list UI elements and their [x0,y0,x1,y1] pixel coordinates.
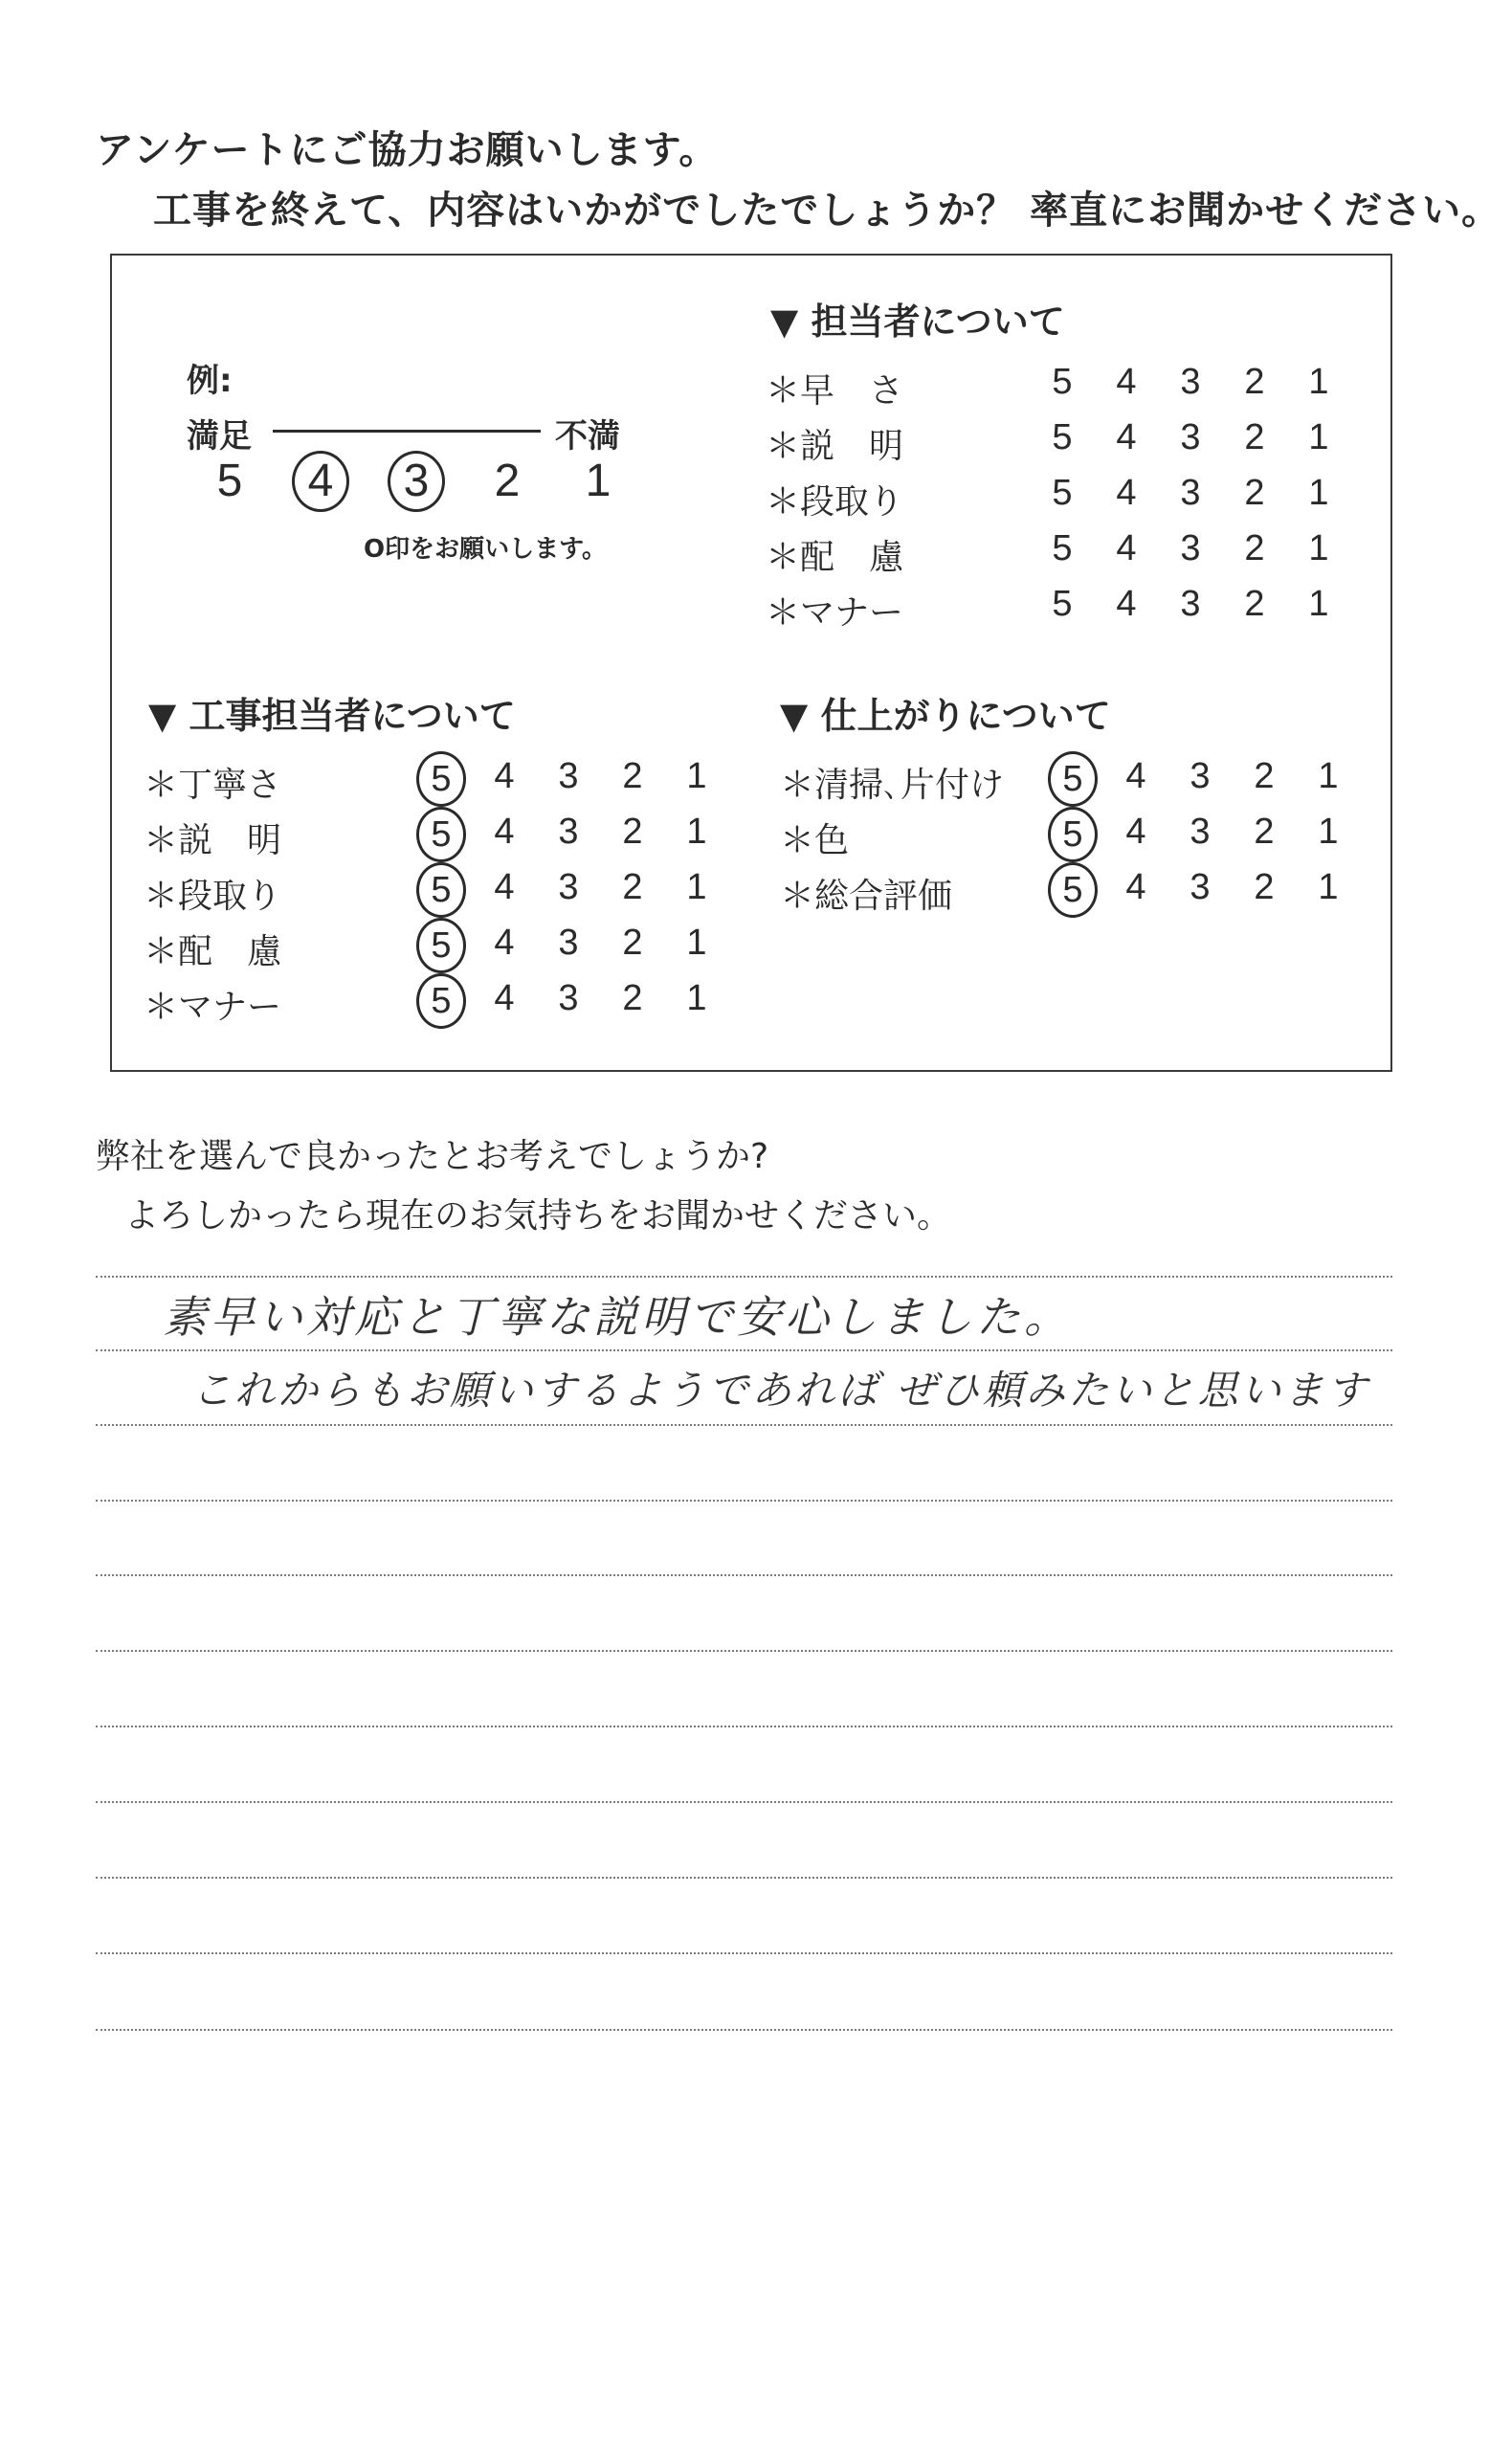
rating-score[interactable]: 1 [686,812,707,852]
rating-score[interactable]: 4 [494,756,515,796]
rating-score[interactable]: 2 [1244,528,1265,568]
rating-score[interactable]: 1 [686,978,707,1018]
rating-score[interactable]: 5 [1052,417,1073,457]
example-scale-number: 1 [585,456,611,506]
rating-score[interactable]: 3 [1180,417,1201,457]
rating-score[interactable]: 2 [1254,867,1275,907]
rating-score[interactable]: 3 [558,812,579,852]
rating-score[interactable]: 4 [1116,528,1137,568]
answer-line [96,1952,1392,1954]
example-left-label: 満足 [187,417,252,456]
rating-score[interactable]: 2 [622,923,643,963]
rating-score-selected[interactable]: 5 [416,807,466,862]
rating-score-selected[interactable]: 5 [416,862,466,918]
rating-score[interactable]: 3 [1190,867,1211,907]
rating-score[interactable]: 5 [1052,473,1073,513]
answer-line [96,1500,1392,1502]
example-scale-number: 3 [388,451,445,512]
answer-line [96,1276,1392,1278]
rating-score[interactable]: 2 [1244,584,1265,624]
open-question-line1: 弊社を選んで良かったとお考えでしょうか? [96,1137,769,1176]
rating-item-label: ＊丁寧さ [144,766,282,805]
rating-score[interactable]: 5 [1052,528,1073,568]
rating-item-label: ＊説 明 [766,427,904,466]
rating-score[interactable]: 4 [1116,362,1137,402]
rating-item-label: ＊早 さ [766,371,904,411]
rating-score[interactable]: 4 [494,812,515,852]
rating-score[interactable]: 4 [1125,812,1146,852]
answer-line [96,2029,1392,2031]
rating-score[interactable]: 1 [686,867,707,907]
rating-score[interactable]: 4 [494,978,515,1018]
answer-line [96,1574,1392,1576]
rating-item-label: ＊段取り [766,482,904,522]
example-scale-number: 4 [292,451,349,512]
rating-score[interactable]: 1 [1318,756,1339,796]
rating-score[interactable]: 4 [1125,867,1146,907]
rating-score[interactable]: 4 [1116,473,1137,513]
rating-score[interactable]: 3 [558,756,579,796]
survey-question-header: 工事を終えて、内容はいかがでしたでしょうか？ 率直にお聞かせください。 [153,189,1501,233]
rating-score-selected[interactable]: 5 [1048,751,1098,807]
rating-score[interactable]: 1 [1318,867,1339,907]
answer-line [96,1650,1392,1652]
rating-item-label: ＊清掃､片付け [780,766,1005,805]
rating-score-selected[interactable]: 5 [416,751,466,807]
example-note: O印をお願いします。 [364,535,608,564]
example-scale-line [273,430,541,433]
example-scale [206,455,611,522]
staff-section-title: ▼ 担当者について [770,301,1065,343]
rating-score[interactable]: 2 [1244,362,1265,402]
rating-score[interactable]: 2 [622,867,643,907]
rating-score[interactable]: 2 [1254,812,1275,852]
rating-score[interactable]: 4 [1116,584,1137,624]
rating-score[interactable]: 4 [1125,756,1146,796]
rating-score[interactable]: 5 [1052,584,1073,624]
rating-item-label: ＊配 慮 [144,932,282,971]
rating-item-label: ＊説 明 [144,821,282,860]
rating-score[interactable]: 1 [686,756,707,796]
rating-item-label: ＊マナー [144,988,282,1027]
rating-score-selected[interactable]: 5 [1048,862,1098,918]
rating-score[interactable]: 2 [622,812,643,852]
answer-line [96,1349,1392,1351]
rating-item-label: ＊配 慮 [766,538,904,577]
answer-line [96,1877,1392,1879]
rating-score-selected[interactable]: 5 [416,973,466,1029]
rating-score[interactable]: 3 [1190,756,1211,796]
rating-score[interactable]: 1 [1308,473,1329,513]
rating-score[interactable]: 3 [1180,584,1201,624]
rating-score[interactable]: 5 [1052,362,1073,402]
rating-score[interactable]: 4 [494,867,515,907]
rating-score[interactable]: 3 [1180,473,1201,513]
rating-score[interactable]: 3 [558,923,579,963]
rating-score[interactable]: 3 [1180,362,1201,402]
rating-score[interactable]: 2 [1244,417,1265,457]
answer-line [96,1424,1392,1426]
open-question-line2: よろしかったら現在のお気持ちをお聞かせください。 [124,1196,952,1236]
rating-score-selected[interactable]: 5 [1048,807,1098,862]
answer-line [96,1801,1392,1803]
rating-score[interactable]: 1 [686,923,707,963]
rating-item-label: ＊段取り [144,877,282,916]
finish-section-title: ▼ 仕上がりについて [780,695,1111,737]
answer-line [96,1726,1392,1727]
example-scale-number: 2 [494,456,521,506]
rating-score[interactable]: 1 [1308,417,1329,457]
example-scale-number: 5 [216,456,243,506]
rating-item-label: ＊総合評価 [780,877,953,916]
survey-intro: アンケートにご協力お願いします。 [96,128,719,172]
rating-score[interactable]: 4 [494,923,515,963]
example-label: 例: [187,362,233,400]
rating-score[interactable]: 2 [622,978,643,1018]
rating-score[interactable]: 3 [1180,528,1201,568]
comment-line: 素早い対応と丁寧な説明で安心しました。 [163,1291,1072,1343]
rating-score[interactable]: 3 [558,867,579,907]
rating-score[interactable]: 4 [1116,417,1137,457]
rating-item-label: ＊マナー [766,593,904,633]
rating-score[interactable]: 3 [1190,812,1211,852]
comment-line: これからもお願いするようであれば ぜひ頼みたいと思います [191,1367,1370,1414]
rating-score[interactable]: 2 [622,756,643,796]
rating-score[interactable]: 1 [1308,528,1329,568]
rating-score[interactable]: 1 [1308,584,1329,624]
rating-score-selected[interactable]: 5 [416,918,466,973]
rating-score[interactable]: 2 [1244,473,1265,513]
crew-section-title: ▼ 工事担当者について [148,695,516,737]
rating-score[interactable]: 3 [558,978,579,1018]
rating-score[interactable]: 1 [1318,812,1339,852]
rating-item-label: ＊色 [780,821,850,860]
example-right-label: 不満 [555,417,620,456]
rating-score[interactable]: 1 [1308,362,1329,402]
rating-score[interactable]: 2 [1254,756,1275,796]
